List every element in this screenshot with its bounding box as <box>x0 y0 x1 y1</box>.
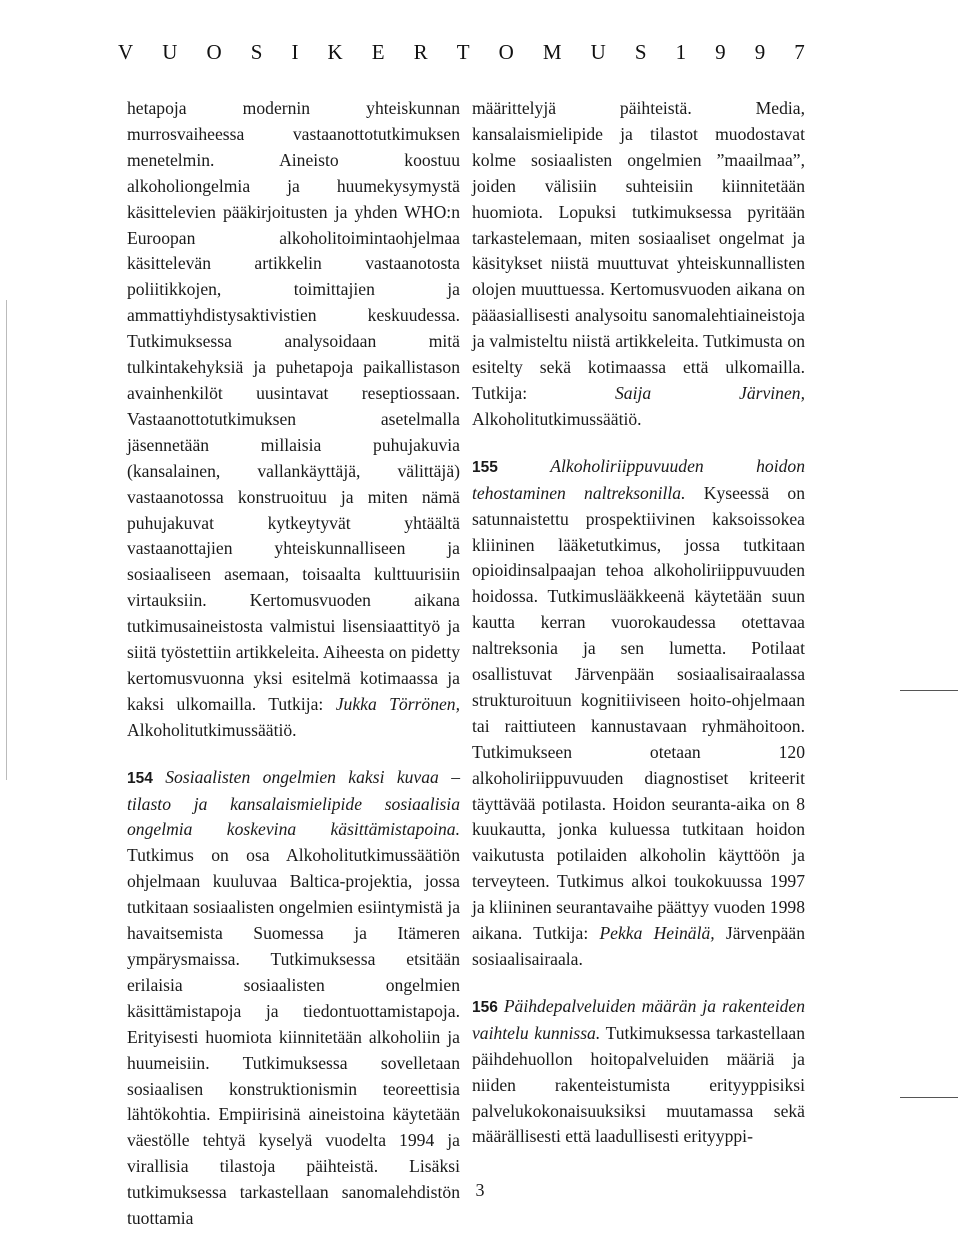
entry-title: Päihdepalveluiden määrän ja rakenteiden vaihtelu kunnissa. <box>472 995 805 1043</box>
header-letter: V <box>118 39 134 64</box>
header-letter: T <box>456 39 470 64</box>
intro-text: hetapoja modernin yhteiskunnan murrosvaiheessa vastaanottotutkimuksen menetelmin. Aineisto koostuu alkoholiongelmia ja huumekysymystä käsittelevien pääkirjoitusten ja yhden WHO:n Euroopan alkoholitoimintaohjelmaa käsittelevän artikkelin vastaanotosta poliitikkojen, toimittajien ja ammattiyhdistysaktivistien keskuudessa. Tutkimuksessa analysoidaan mitä tulkintakehyksiä ja puhetapoja paikallistason avainhenkilöt uusintavat reseptiossaan. Vastaanottotutkimuksen asetelmalla jäsennetään millaisia puhujakuvia (kansalainen, vallankäyttäjä, välittäjä) vastaanotossa konstruoituu ja miten nämä puhujakuvat kytkeytyvät yhtäältä vastaanottajien yhteiskunnalliseen ja sosiaaliseen asemaan, toisaalta kulttuurisiin virtauksiin. Kertomusvuoden aikana tutkimusaineistosta valmistui lisensiaattityö ja siitä työstettiin artikkeleita. Aiheesta on pidetty kertomusvuonna yksi esitelmä kotimaassa ja kaksi ulkomailla. Tutkija: <box>127 98 460 714</box>
continuation-affiliation: Alkoholitutkimussäätiö. <box>472 408 642 429</box>
header-letter: 9 <box>754 39 766 64</box>
running-header <box>118 38 805 66</box>
page-number: 3 <box>475 1180 485 1200</box>
header-letter: O <box>498 39 514 64</box>
header-letter: O <box>206 39 222 64</box>
entry-title: Alkoholiriippuvuuden hoidon tehostaminen naltreksonilla. <box>472 455 805 503</box>
entry-body: Tutkimuksessa tarkastellaan päihdehuollon hoitopalveluiden määriä ja niiden rakenteistumista erityyppisiksi palvelukokonaisuuksiksi muutamassa sekä määrällisesti että laadullisesti erityyppi- <box>472 1022 805 1147</box>
right-column <box>472 96 805 1150</box>
margin-rule <box>900 1097 958 1098</box>
entry-156 <box>472 994 805 1150</box>
header-letter: 7 <box>794 39 805 64</box>
intro-paragraph <box>127 96 460 744</box>
header-letter: 9 <box>715 39 726 64</box>
entry-number: 154 <box>127 769 153 787</box>
header-letter: U <box>590 39 606 64</box>
margin-rule <box>900 690 958 691</box>
left-column <box>127 96 460 1232</box>
entry-title: Sosiaalisten ongelmien kaksi kuvaa – tilasto ja kansalaismielipide sosiaalisia ongelmia koskevina käsittämistapoina. <box>127 766 460 840</box>
header-letter: 1 <box>675 39 687 64</box>
header-letter: S <box>250 39 263 64</box>
header-letter: R <box>413 39 428 64</box>
entry-affiliation: Järvenpään sosiaalisairaala. <box>472 923 805 969</box>
header-letter: M <box>542 39 562 64</box>
intro-affiliation: Alkoholitutkimussäätiö. <box>127 719 297 740</box>
header-letter: U <box>162 39 178 64</box>
header-letter: K <box>327 39 343 64</box>
entry-body: Tutkimus on osa Alkoholitutkimussäätiön ohjelmaan kuuluvaa Baltica-projektia, jossa tutkitaan sosiaalisten ongelmien esiintymistä ja havaitsemista Suomessa ja Itämeren ympärysmaissa. Tutkimuksessa etsitään erilaisia sosiaalisten ongelmien käsittämistapoja ja tiedontuottamistapoja. Erityisesti huomiota kiinnitetään alkoholiin ja huumeisiin. Tutkimuksessa sovelletaan sosiaalisen konstruktionismin teoreettisia lähtökohtia. Empiirisinä aineistoina käytetään väestölle tehtyä kyselyä vuodelta 1994 ja virallisia tilastoja päihteistä. Lisäksi tutkimuksessa tarkastellaan sanomalehdistön tuottamia <box>127 845 460 1229</box>
header-letter: S <box>634 39 647 64</box>
entry-researcher: Pekka Heinälä, <box>599 923 715 944</box>
continuation-paragraph <box>472 96 805 433</box>
entry-155 <box>472 454 805 973</box>
intro-researcher: Jukka Törrönen, <box>335 693 460 714</box>
header-letter: I <box>291 39 299 64</box>
entry-body: Kyseessä on satunnaistettu prospektiivinen kaksoissokea kliininen lääketutkimus, jossa tutkitaan opioidinsalpaajan tehoa alkoholiriippuvuuden hoidossa. Tutkimuslääkkeenä käytetään suun kautta kerran vuorokaudessa otettavaa naltreksonia ja sen lumetta. Potilaat osallistuvat Järvenpään sosiaalisairaalassa strukturoituun kognitiiviseen hoito-ohjelmaan tai raittiuteen kannustavaan ryhmähoitoon. Tutkimukseen otetaan 120 alkoholiriippuvuuden diagnostiset kriteerit täyttävää potilasta. Hoidon seuranta-aika on 8 kuukautta, jonka kuluessa tutkitaan hoidon vaikutusta potilaiden alkoholin käyttöön ja terveyteen. Tutkimus alkoi toukokuussa 1997 ja kliininen seurantavaihe päättyy vuoden 1998 aikana. Tutkija: <box>472 482 806 944</box>
continuation-text: määrittelyjä päihteistä. Media, kansalaismielipide ja tilastot muodostavat kolme sosiaalisten ongelmien ”maailmaa”, joiden välisiin suhteisiin kiinnitetään huomiota. Lopuksi tutkimuksessa pyritään tarkastelemaan, miten sosiaaliset ongelmat ja käsitykset niistä muuttuvat yhteiskunnallisten olojen muuttuessa. Kertomusvuoden aikana on pääasiallisesti analysoitu sanomalehtiaineistoja ja valmisteltu niistä artikkeleita. Tutkimusta on esitelty sekä kotimaassa että ulkomailla. Tutkija: <box>472 98 805 403</box>
entry-154 <box>127 765 460 1232</box>
continuation-researcher: Saija Järvinen, <box>614 382 805 403</box>
header-letter: E <box>371 39 385 64</box>
entry-number: 156 <box>472 998 498 1016</box>
entry-number: 155 <box>472 458 498 476</box>
scan-edge-line <box>6 300 7 780</box>
